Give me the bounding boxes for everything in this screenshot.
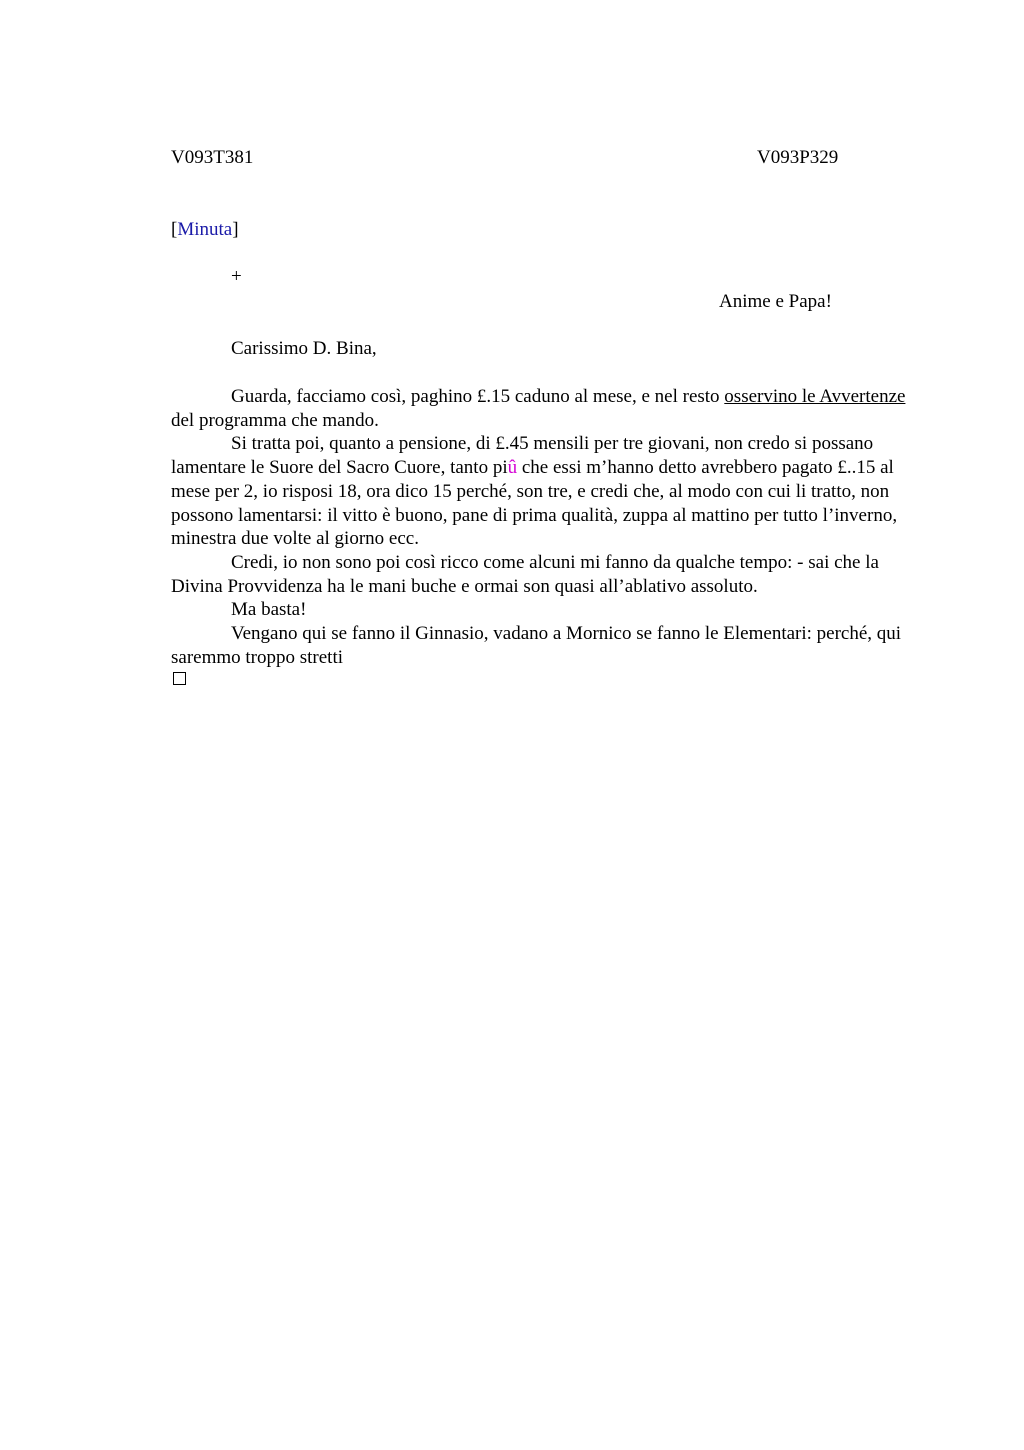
draft-label-close-bracket: ] <box>232 219 239 240</box>
paragraph-2-text-a: Si tratta poi, quanto a pensione, di £.45 mensili per tre giovani, non credo si possano lamentare le Suore del Sacro Cuore, tanto pi <box>171 433 874 479</box>
paragraph-1-text-b: del programma che mando. <box>171 409 379 431</box>
paragraph-2 <box>171 432 931 551</box>
paragraph-2-text-b: che essi m’hanno detto avrebbero pagato £..15 al mese per 2, io risposi 18, ora dico 15 perché, son tre, e credi che, al modo con cui li tratto, non possono lamentarsi: il vitto è buono, pane di prima qualità, zuppa al mattino per tutto l’inverno, minestra due volte al giorno ecc. <box>171 457 898 550</box>
draft-label <box>171 219 239 241</box>
paragraph-1 <box>171 385 931 432</box>
letter-body <box>171 385 931 669</box>
paragraph-5: Vengano qui se fanno il Ginnasio, vadano a Mornico se fanno le Elementari: perché, qui saremmo troppo stretti <box>171 623 902 668</box>
document-code-left: V093T381 <box>171 147 254 168</box>
paragraph-2-accent-char: û <box>507 457 518 479</box>
draft-label-word: Minuta <box>177 219 233 240</box>
paragraph-3: Credi, io non sono poi così ricco come alcuni mi fanno da qualche tempo: - sai che la Divina Provvidenza ha le mani buche e ormai son quasi all’ablativo assoluto. <box>171 551 879 597</box>
end-of-text-box-icon <box>173 672 186 685</box>
document-code-right: V093P329 <box>757 147 839 168</box>
motto: Anime e Papa! <box>719 291 832 312</box>
paragraph-1-text-a: Guarda, facciamo così, paghino £.15 caduno al mese, e nel resto <box>231 386 725 407</box>
cross-mark: + <box>231 266 242 287</box>
draft-label-open-bracket: [ <box>171 219 178 240</box>
paragraph-1-underlined: osservino le Avvertenze <box>724 386 906 407</box>
salutation: Carissimo D. Bina, <box>231 338 377 359</box>
paragraph-4: Ma basta! <box>231 599 307 621</box>
